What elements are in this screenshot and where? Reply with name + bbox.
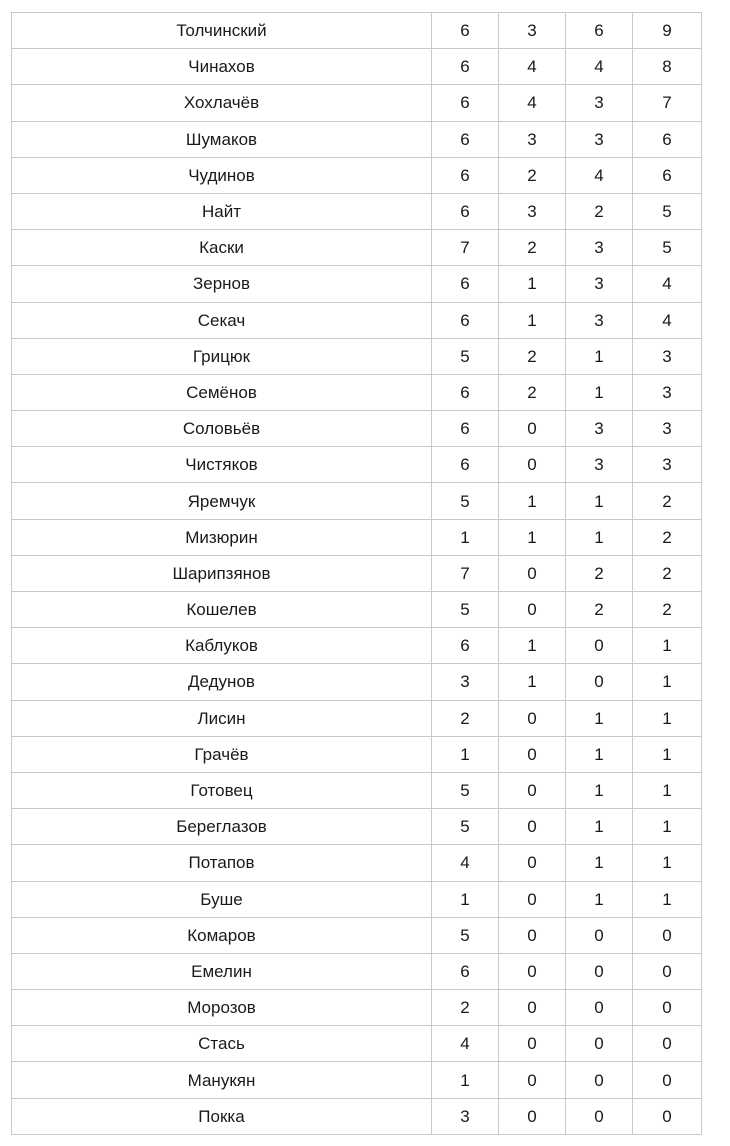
games-cell: 7 <box>432 230 499 266</box>
table-row <box>12 193 702 229</box>
player-name-cell: Покка <box>12 1098 432 1134</box>
assists-cell: 1 <box>566 700 633 736</box>
player-name-cell: Шумаков <box>12 121 432 157</box>
games-cell: 6 <box>432 49 499 85</box>
assists-cell: 3 <box>566 411 633 447</box>
assists-cell: 0 <box>566 917 633 953</box>
table-row <box>12 483 702 519</box>
table-row <box>12 302 702 338</box>
goals-cell: 0 <box>499 990 566 1026</box>
assists-cell: 0 <box>566 664 633 700</box>
assists-cell: 0 <box>566 628 633 664</box>
player-name-cell: Яремчук <box>12 483 432 519</box>
table-row <box>12 990 702 1026</box>
goals-cell: 0 <box>499 772 566 808</box>
assists-cell: 3 <box>566 302 633 338</box>
goals-cell: 0 <box>499 447 566 483</box>
games-cell: 4 <box>432 1026 499 1062</box>
goals-cell: 3 <box>499 121 566 157</box>
table-row <box>12 374 702 410</box>
games-cell: 6 <box>432 193 499 229</box>
table-row <box>12 1098 702 1134</box>
table-row <box>12 85 702 121</box>
player-name-cell: Дедунов <box>12 664 432 700</box>
points-cell: 1 <box>633 736 702 772</box>
games-cell: 2 <box>432 700 499 736</box>
points-cell: 2 <box>633 592 702 628</box>
assists-cell: 1 <box>566 338 633 374</box>
goals-cell: 0 <box>499 809 566 845</box>
games-cell: 6 <box>432 85 499 121</box>
assists-cell: 4 <box>566 157 633 193</box>
assists-cell: 1 <box>566 881 633 917</box>
table-row <box>12 953 702 989</box>
points-cell: 0 <box>633 1026 702 1062</box>
points-cell: 3 <box>633 447 702 483</box>
player-name-cell: Каски <box>12 230 432 266</box>
assists-cell: 6 <box>566 13 633 49</box>
table-row <box>12 338 702 374</box>
player-name-cell: Соловьёв <box>12 411 432 447</box>
table-row <box>12 628 702 664</box>
goals-cell: 2 <box>499 230 566 266</box>
goals-cell: 0 <box>499 1026 566 1062</box>
goals-cell: 2 <box>499 157 566 193</box>
player-name-cell: Чудинов <box>12 157 432 193</box>
points-cell: 8 <box>633 49 702 85</box>
games-cell: 6 <box>432 302 499 338</box>
assists-cell: 3 <box>566 121 633 157</box>
assists-cell: 0 <box>566 1026 633 1062</box>
assists-cell: 0 <box>566 1098 633 1134</box>
goals-cell: 1 <box>499 664 566 700</box>
games-cell: 2 <box>432 990 499 1026</box>
points-cell: 0 <box>633 990 702 1026</box>
assists-cell: 0 <box>566 953 633 989</box>
table-row <box>12 519 702 555</box>
assists-cell: 3 <box>566 85 633 121</box>
goals-cell: 1 <box>499 266 566 302</box>
goals-cell: 2 <box>499 374 566 410</box>
games-cell: 3 <box>432 664 499 700</box>
player-name-cell: Береглазов <box>12 809 432 845</box>
assists-cell: 1 <box>566 519 633 555</box>
assists-cell: 3 <box>566 447 633 483</box>
assists-cell: 3 <box>566 230 633 266</box>
games-cell: 5 <box>432 809 499 845</box>
player-name-cell: Чистяков <box>12 447 432 483</box>
games-cell: 6 <box>432 953 499 989</box>
goals-cell: 0 <box>499 592 566 628</box>
player-name-cell: Комаров <box>12 917 432 953</box>
games-cell: 4 <box>432 845 499 881</box>
goals-cell: 0 <box>499 881 566 917</box>
games-cell: 1 <box>432 881 499 917</box>
table-row <box>12 592 702 628</box>
points-cell: 1 <box>633 881 702 917</box>
games-cell: 6 <box>432 374 499 410</box>
goals-cell: 0 <box>499 1098 566 1134</box>
games-cell: 5 <box>432 772 499 808</box>
goals-cell: 1 <box>499 483 566 519</box>
points-cell: 2 <box>633 483 702 519</box>
player-name-cell: Грицюк <box>12 338 432 374</box>
player-name-cell: Найт <box>12 193 432 229</box>
table-row <box>12 1062 702 1098</box>
points-cell: 3 <box>633 338 702 374</box>
points-cell: 0 <box>633 1098 702 1134</box>
player-name-cell: Зернов <box>12 266 432 302</box>
points-cell: 1 <box>633 664 702 700</box>
player-name-cell: Готовец <box>12 772 432 808</box>
points-cell: 4 <box>633 302 702 338</box>
games-cell: 6 <box>432 121 499 157</box>
player-name-cell: Емелин <box>12 953 432 989</box>
table-row <box>12 1026 702 1062</box>
table-row <box>12 700 702 736</box>
points-cell: 0 <box>633 917 702 953</box>
assists-cell: 4 <box>566 49 633 85</box>
assists-cell: 1 <box>566 736 633 772</box>
games-cell: 6 <box>432 266 499 302</box>
table-row <box>12 447 702 483</box>
player-name-cell: Чинахов <box>12 49 432 85</box>
goals-cell: 0 <box>499 953 566 989</box>
table-row <box>12 411 702 447</box>
table-row <box>12 809 702 845</box>
table-row <box>12 49 702 85</box>
player-name-cell: Кошелев <box>12 592 432 628</box>
points-cell: 3 <box>633 411 702 447</box>
player-stats-table-body <box>12 13 702 1135</box>
table-row <box>12 736 702 772</box>
player-name-cell: Грачёв <box>12 736 432 772</box>
games-cell: 6 <box>432 411 499 447</box>
games-cell: 1 <box>432 736 499 772</box>
points-cell: 0 <box>633 1062 702 1098</box>
player-name-cell: Каблуков <box>12 628 432 664</box>
player-name-cell: Морозов <box>12 990 432 1026</box>
assists-cell: 3 <box>566 266 633 302</box>
player-name-cell: Потапов <box>12 845 432 881</box>
player-name-cell: Стась <box>12 1026 432 1062</box>
points-cell: 6 <box>633 157 702 193</box>
goals-cell: 2 <box>499 338 566 374</box>
player-name-cell: Семёнов <box>12 374 432 410</box>
games-cell: 6 <box>432 157 499 193</box>
table-row <box>12 13 702 49</box>
assists-cell: 1 <box>566 483 633 519</box>
points-cell: 2 <box>633 519 702 555</box>
games-cell: 6 <box>432 13 499 49</box>
player-name-cell: Хохлачёв <box>12 85 432 121</box>
points-cell: 5 <box>633 230 702 266</box>
assists-cell: 1 <box>566 374 633 410</box>
player-name-cell: Лисин <box>12 700 432 736</box>
points-cell: 4 <box>633 266 702 302</box>
points-cell: 3 <box>633 374 702 410</box>
points-cell: 1 <box>633 845 702 881</box>
points-cell: 2 <box>633 555 702 591</box>
player-name-cell: Буше <box>12 881 432 917</box>
points-cell: 1 <box>633 628 702 664</box>
points-cell: 1 <box>633 700 702 736</box>
assists-cell: 0 <box>566 990 633 1026</box>
points-cell: 6 <box>633 121 702 157</box>
goals-cell: 0 <box>499 736 566 772</box>
goals-cell: 1 <box>499 628 566 664</box>
goals-cell: 3 <box>499 193 566 229</box>
goals-cell: 0 <box>499 1062 566 1098</box>
player-name-cell: Мизюрин <box>12 519 432 555</box>
games-cell: 5 <box>432 592 499 628</box>
points-cell: 9 <box>633 13 702 49</box>
table-row <box>12 917 702 953</box>
goals-cell: 1 <box>499 302 566 338</box>
games-cell: 5 <box>432 917 499 953</box>
games-cell: 1 <box>432 1062 499 1098</box>
assists-cell: 2 <box>566 592 633 628</box>
goals-cell: 0 <box>499 845 566 881</box>
games-cell: 5 <box>432 338 499 374</box>
player-name-cell: Секач <box>12 302 432 338</box>
goals-cell: 3 <box>499 13 566 49</box>
games-cell: 3 <box>432 1098 499 1134</box>
table-row <box>12 157 702 193</box>
games-cell: 6 <box>432 628 499 664</box>
table-row <box>12 555 702 591</box>
points-cell: 5 <box>633 193 702 229</box>
assists-cell: 2 <box>566 555 633 591</box>
table-row <box>12 772 702 808</box>
table-row <box>12 845 702 881</box>
games-cell: 7 <box>432 555 499 591</box>
table-row <box>12 230 702 266</box>
table-row <box>12 266 702 302</box>
player-name-cell: Манукян <box>12 1062 432 1098</box>
table-row <box>12 121 702 157</box>
assists-cell: 0 <box>566 1062 633 1098</box>
assists-cell: 2 <box>566 193 633 229</box>
player-stats-table <box>11 12 702 1135</box>
player-name-cell: Шарипзянов <box>12 555 432 591</box>
points-cell: 1 <box>633 772 702 808</box>
games-cell: 1 <box>432 519 499 555</box>
goals-cell: 4 <box>499 85 566 121</box>
goals-cell: 1 <box>499 519 566 555</box>
goals-cell: 0 <box>499 555 566 591</box>
goals-cell: 0 <box>499 411 566 447</box>
table-row <box>12 664 702 700</box>
player-name-cell: Толчинский <box>12 13 432 49</box>
goals-cell: 0 <box>499 700 566 736</box>
points-cell: 7 <box>633 85 702 121</box>
goals-cell: 0 <box>499 917 566 953</box>
goals-cell: 4 <box>499 49 566 85</box>
games-cell: 6 <box>432 447 499 483</box>
points-cell: 0 <box>633 953 702 989</box>
assists-cell: 1 <box>566 845 633 881</box>
points-cell: 1 <box>633 809 702 845</box>
table-row <box>12 881 702 917</box>
assists-cell: 1 <box>566 809 633 845</box>
games-cell: 5 <box>432 483 499 519</box>
assists-cell: 1 <box>566 772 633 808</box>
